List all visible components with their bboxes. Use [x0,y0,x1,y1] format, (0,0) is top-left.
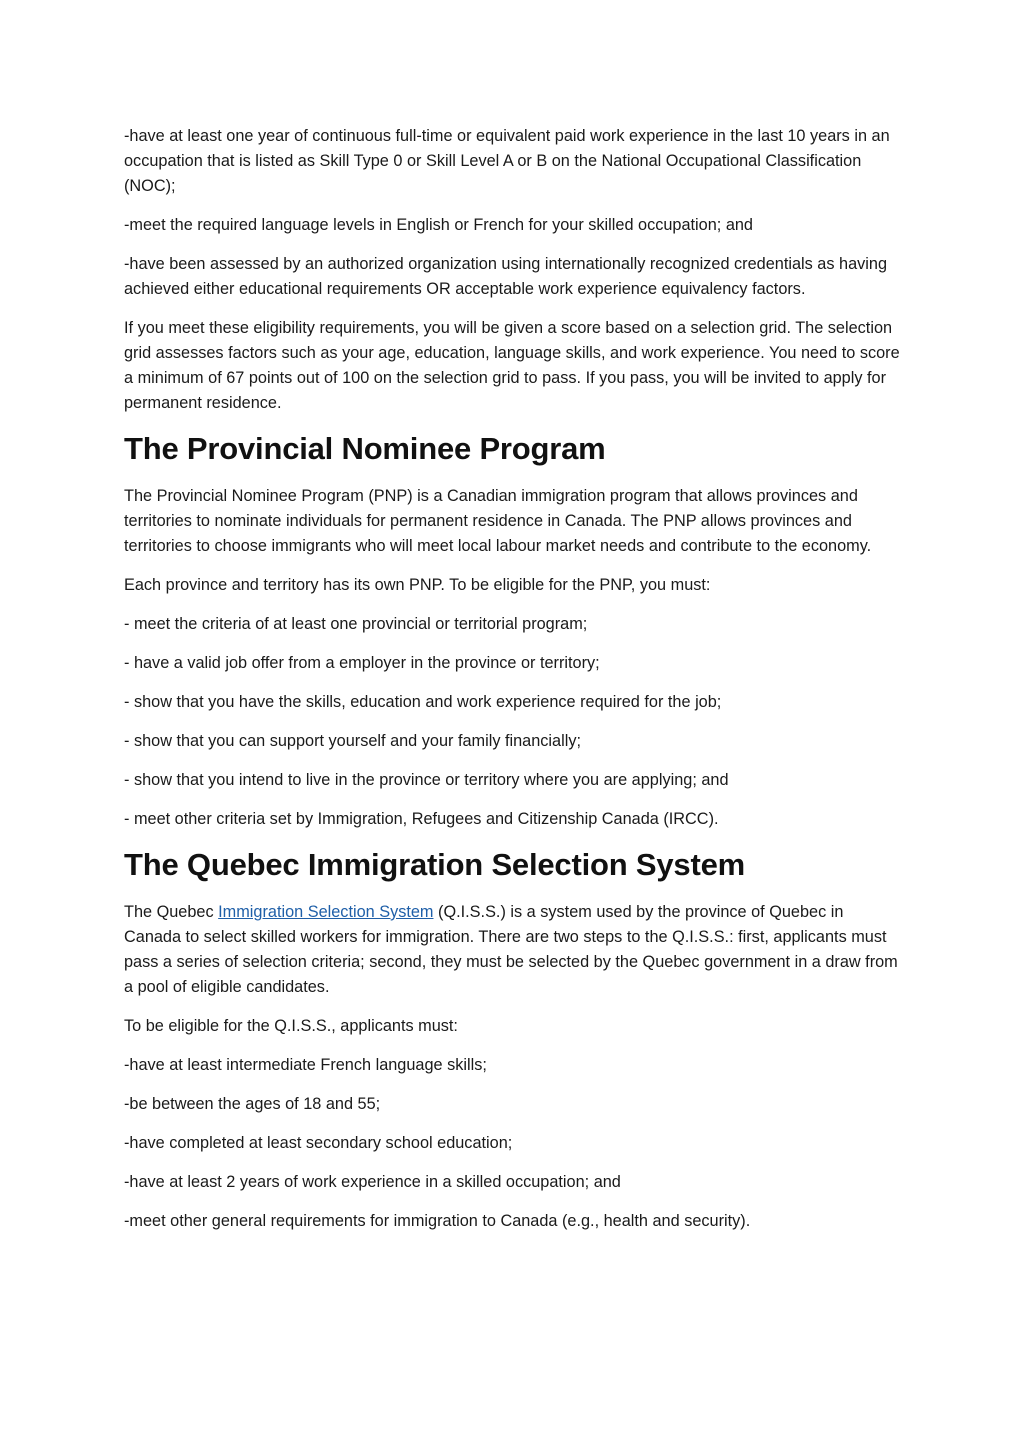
document-page [124,124,902,1248]
pnp-list-item-6: - meet other criteria set by Immigration, Refugees and Citizenship Canada (IRCC). [124,810,719,828]
immigration-selection-system-link[interactable]: Immigration Selection System [218,903,434,921]
quebec-list-item-1: -have at least intermediate French language skills; [124,1056,487,1074]
pnp-list-item-1: - meet the criteria of at least one provincial or territorial program; [124,615,588,633]
quebec-list-item-4: -have at least 2 years of work experience in a skilled occupation; and [124,1173,621,1191]
quebec-intro-paragraph [124,900,902,1000]
quebec-intro-after-link: (Q.I.S.S.) is a system used by the province of Quebec in Canada to select skilled workers for immigration. There are two steps to the Q.I.S.S.: first, applicants must pass a series of selection criteria; second, they must be selected by the Quebec government in a draw from a pool of eligible candidates. [124,903,898,996]
pnp-list-item-3: - show that you have the skills, education and work experience required for the job; [124,693,722,711]
pnp-paragraph-1: The Provincial Nominee Program (PNP) is a Canadian immigration program that allows provinces and territories to nominate individuals for permanent residence in Canada. The PNP allows provinces and territories to choose immigrants who will meet local labour market needs and contribute to the economy. [124,487,872,555]
intro-paragraph-3: -have been assessed by an authorized organization using internationally recognized credentials as having achieved either educational requirements OR acceptable work experience equivalency factors. [124,255,887,298]
intro-paragraph-2: -meet the required language levels in English or French for your skilled occupation; and [124,216,753,234]
quebec-heading: The Quebec Immigration Selection System [124,847,745,882]
quebec-list-item-3: -have completed at least secondary school education; [124,1134,513,1152]
quebec-list-item-5: -meet other general requirements for immigration to Canada (e.g., health and security). [124,1212,751,1230]
pnp-list-item-4: - show that you can support yourself and your family financially; [124,732,582,750]
pnp-heading: The Provincial Nominee Program [124,431,606,466]
quebec-intro-before-link: The Quebec [124,903,219,921]
intro-paragraph-1: -have at least one year of continuous full-time or equivalent paid work experience in the last 10 years in an occupation that is listed as Skill Type 0 or Skill Level A or B on the National Occupational Classification (NOC); [124,127,890,195]
quebec-paragraph-1: To be eligible for the Q.I.S.S., applicants must: [124,1017,458,1035]
intro-paragraph-4: If you meet these eligibility requirements, you will be given a score based on a selection grid. The selection grid assesses factors such as your age, education, language skills, and work experience. You need to score a minimum of 67 points out of 100 on the selection grid to pass. If you pass, you will be invited to apply for permanent residence. [124,319,900,412]
pnp-list-item-5: - show that you intend to live in the province or territory where you are applying; and [124,771,729,789]
pnp-paragraph-2: Each province and territory has its own PNP. To be eligible for the PNP, you must: [124,576,711,594]
quebec-list-item-2: -be between the ages of 18 and 55; [124,1095,381,1113]
pnp-list-item-2: - have a valid job offer from a employer in the province or territory; [124,654,600,672]
